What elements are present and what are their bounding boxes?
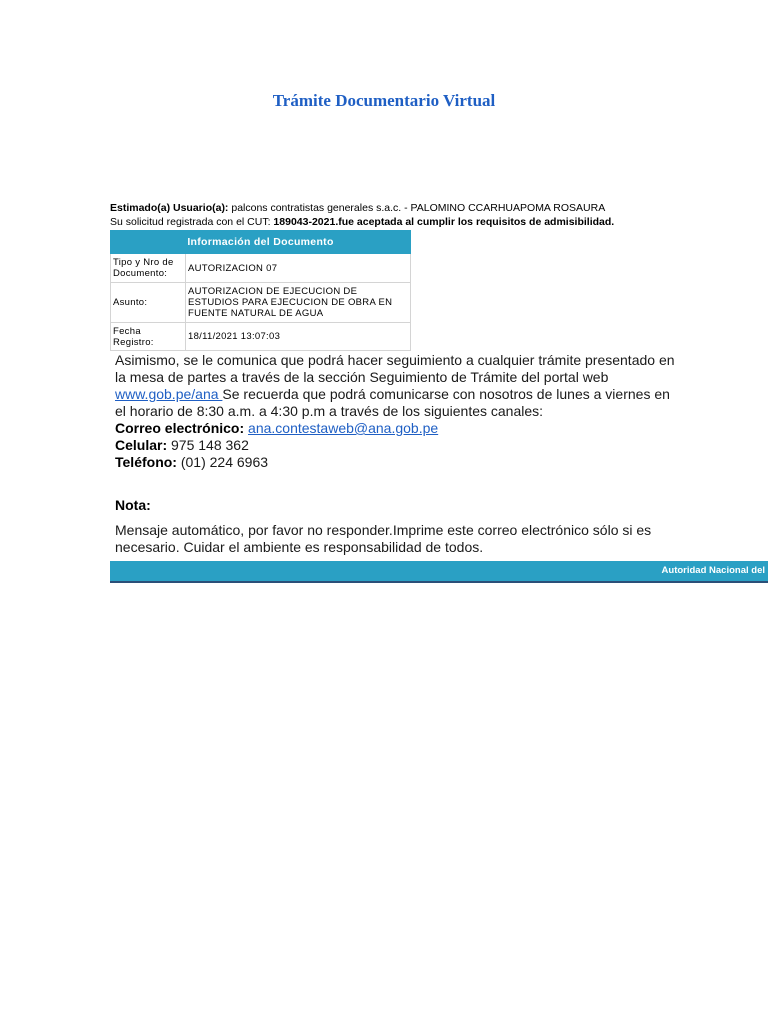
row-label-fecha: Fecha Registro: <box>111 323 186 351</box>
cell-value: 975 148 362 <box>171 437 249 453</box>
contact-phone-line <box>115 454 675 471</box>
salutation-label: Estimado(a) Usuario(a): <box>110 202 229 214</box>
auto-message: Mensaje automático, por favor no responder.Imprime este correo electrónico sólo si es necesario. Cuidar el ambiente es responsabilidad de todos. <box>115 522 652 555</box>
row-value-tipo: AUTORIZACION 07 <box>186 254 411 283</box>
row-value-asunto: AUTORIZACION DE EJECUCION DE ESTUDIOS PARA EJECUCION DE OBRA EN FUENTE NATURAL DE AGUA <box>186 283 411 323</box>
contact-email-line <box>115 420 675 437</box>
footer-bar <box>110 561 768 583</box>
phone-value: (01) 224 6963 <box>180 454 269 470</box>
phone-label: Teléfono: <box>115 454 177 470</box>
cut-status: 189043-2021.fue aceptada al cumplir los requisitos de admisibilidad. <box>273 216 615 228</box>
email-label: Correo electrónico: <box>115 420 245 436</box>
footer-text: Autoridad Nacional del <box>661 565 765 576</box>
body-text-part1: Asimismo, se le comunica que podrá hacer seguimiento a cualquier trámite presentado en la mesa de partes a través de la sección Seguimiento de Trámite del portal web <box>115 352 675 385</box>
document-info-header: Información del Documento <box>111 231 411 254</box>
document-info-table <box>110 230 411 351</box>
user-name: palcons contratistas generales s.a.c. - PALOMINO CCARHUAPOMA ROSAURA <box>231 202 606 214</box>
table-row <box>111 323 411 351</box>
contact-cell-line <box>115 437 675 454</box>
row-label-tipo: Tipo y Nro de Documento: <box>111 254 186 283</box>
row-value-fecha: 18/11/2021 13:07:03 <box>186 323 411 351</box>
cut-prefix: Su solicitud registrada con el CUT: <box>110 216 271 228</box>
row-label-asunto: Asunto: <box>111 283 186 323</box>
table-row <box>111 254 411 283</box>
body-paragraph <box>115 352 675 471</box>
email-link[interactable]: ana.contestaweb@ana.gob.pe <box>248 420 439 436</box>
note-heading: Nota: <box>115 497 151 513</box>
table-row <box>111 283 411 323</box>
body-text-part2: Se recuerda que podrá comunicarse con nosotros de lunes a viernes en el horario de 8:30 a.m. a 4:30 p.m a través de los siguientes canales: <box>115 386 670 419</box>
greeting-block <box>110 201 710 229</box>
portal-link[interactable]: www.gob.pe/ana <box>115 386 223 402</box>
page-title: Trámite Documentario Virtual <box>272 91 496 110</box>
cut-line <box>110 215 710 229</box>
cell-label: Celular: <box>115 437 168 453</box>
greeting-line <box>110 201 710 215</box>
